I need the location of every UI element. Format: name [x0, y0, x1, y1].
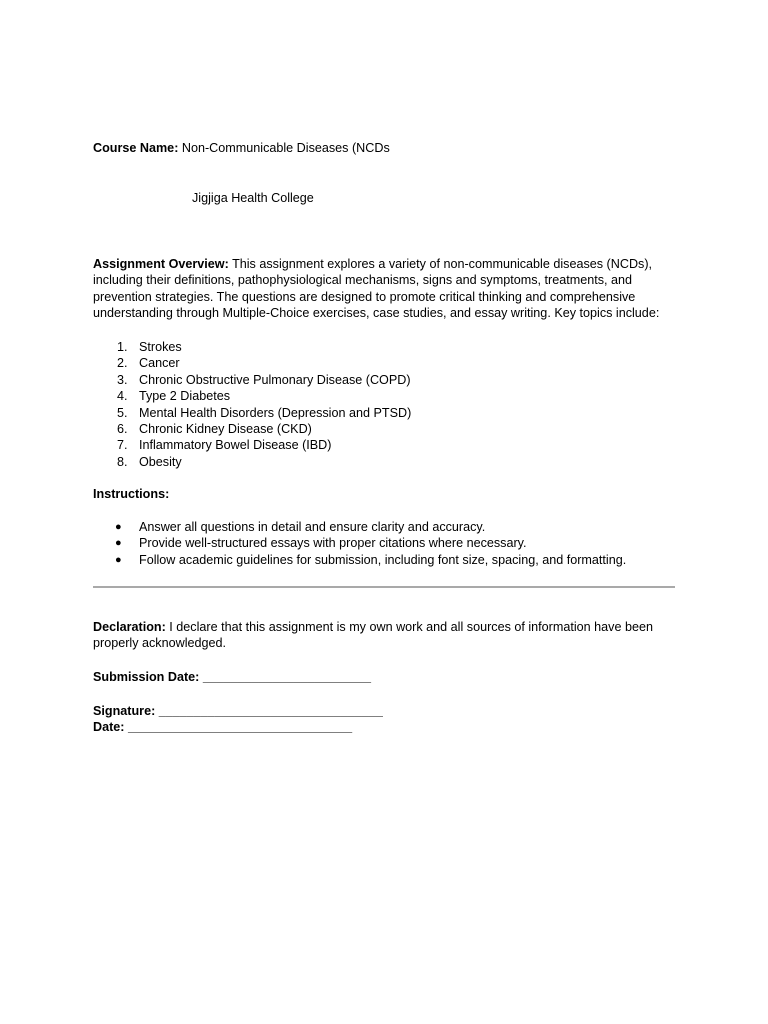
bullet-icon: ●	[115, 521, 122, 533]
overview-text: This assignment explores a variety of non-communicable diseases (NCDs), including their definitions, pathophysiological mechanisms, signs and symptoms, treatments, and prevention strategies. The questions are designed to promote critical thinking and comprehensive understanding through Multiple-Choice exercises, case studies, and essay writing. Key topics include:	[93, 257, 660, 321]
date-line	[93, 719, 352, 735]
declaration	[93, 619, 678, 652]
course-name-label: Course Name:	[93, 141, 179, 155]
bullet-icon: ●	[115, 553, 122, 566]
course-name-line	[93, 140, 390, 156]
bullet-icon: ●	[115, 537, 122, 550]
college-name: Jigjiga Health College	[192, 191, 314, 205]
declaration-label: Declaration:	[93, 620, 166, 634]
assignment-overview	[93, 256, 678, 322]
instructions-heading: Instructions:	[93, 487, 170, 501]
submission-date-blank: ________________________	[202, 670, 371, 684]
date-label: Date:	[93, 720, 125, 734]
signature-blank: ________________________________	[158, 704, 383, 718]
document-page: Course Name: Non-Communicable Diseases (NCDs Jigjiga Health College Assignment Overview: This assignment explores a variety of non-communicable diseases (NCDs), including their definitions, pathophysiological mechanisms, signs and symptoms, treatments, and prevention strategies. The questions are designed to promote critical thinking and comprehensive understanding through Multiple-Choice exercises, case studies, and essay writing. Key topics include: 1. Strokes 2. Cancer 3. Chronic Obstructive Pulmonary Disease (COPD) 4. Type 2 Diabetes 5. Mental Health Disorders (Depression and PTSD) 6. Chronic Kidney Disease (CKD) 7. Inflammatory Bowel Disease (IBD) 8. Obesity Instructions: ● Answer all questions in detail and ensure clarity and accuracy. ● Provide well-structured essays with proper citations where necessary. ● Follow academic guidelines for submission, including font size, spacing, and formatting. Declaration: I declare that this assignment is my own work and all sources of information have been properly acknowledged. Submission Date: ________________________ Signature: ________________________________ Date: ________________________________	[93, 0, 678, 1024]
signature-line	[93, 703, 383, 719]
overview-label: Assignment Overview:	[93, 257, 229, 271]
date-blank: ________________________________	[128, 720, 353, 734]
submission-date-line	[93, 669, 371, 685]
course-name-value: Non-Communicable Diseases (NCDs	[181, 141, 390, 155]
submission-date-label: Submission Date:	[93, 670, 200, 684]
horizontal-divider	[93, 586, 675, 588]
signature-label: Signature:	[93, 704, 156, 718]
declaration-text: I declare that this assignment is my own work and all sources of information have been properly acknowledged.	[93, 620, 654, 651]
